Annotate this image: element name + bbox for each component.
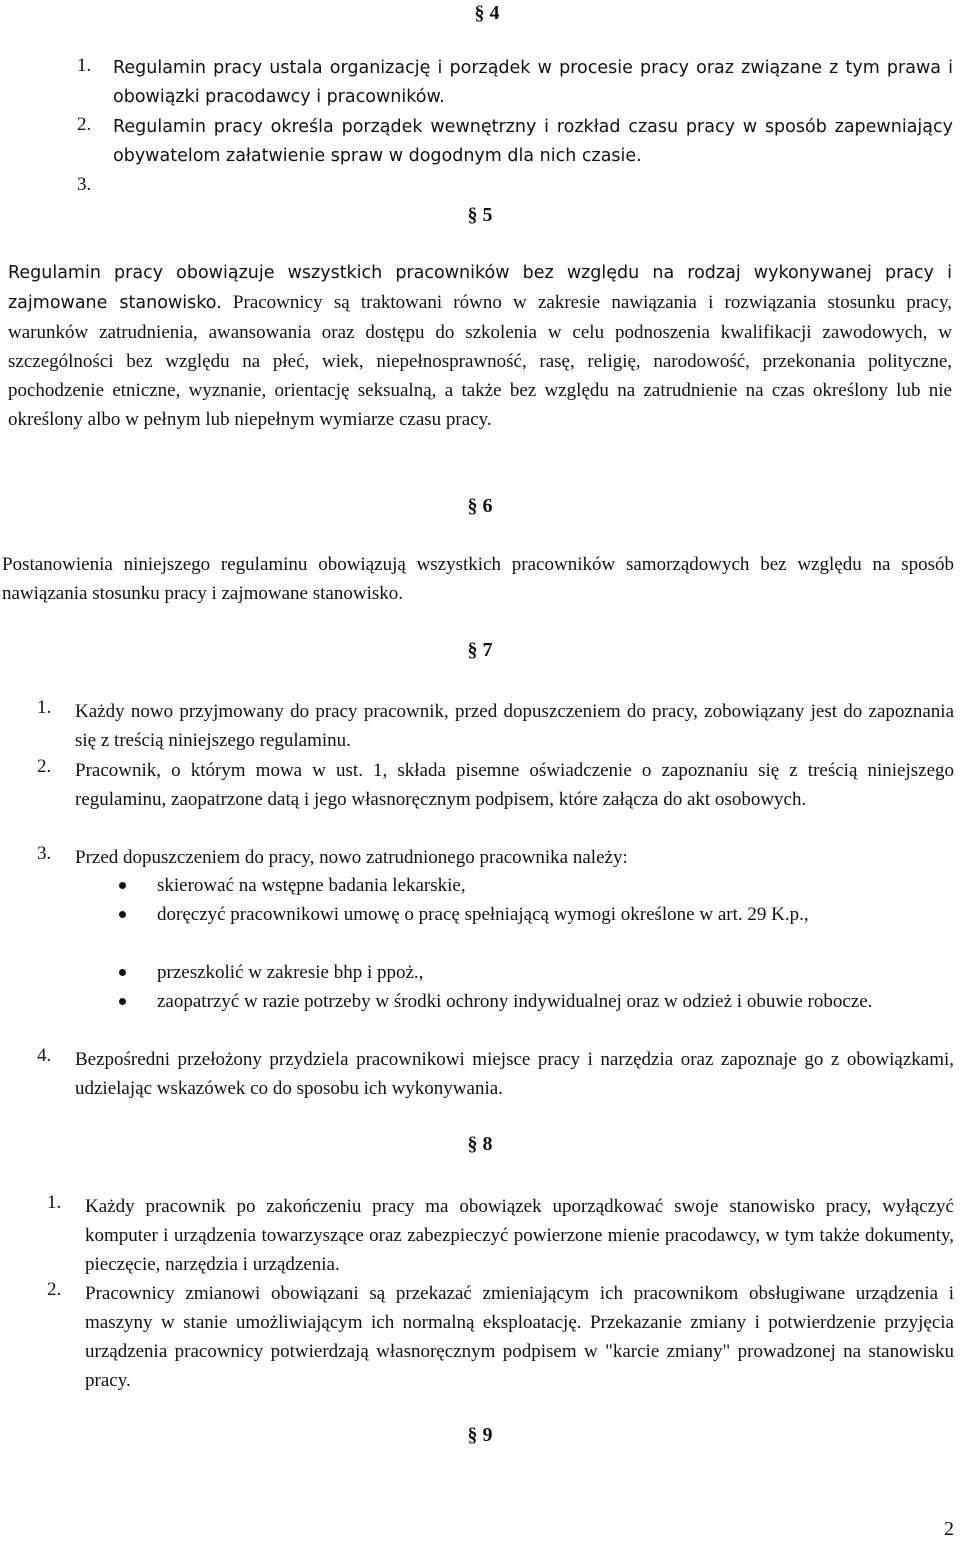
- s7-bullet-3-text: przeszkolić w zakresie bhp i ppoż.,: [157, 962, 424, 983]
- s4-item-1-number: 1.: [77, 55, 92, 76]
- s7-item-2-number: 2.: [37, 756, 52, 777]
- page-number: 2: [944, 1518, 954, 1540]
- s5-paragraph: [8, 258, 952, 434]
- section-8-heading: § 8: [467, 1133, 493, 1155]
- section-7-heading: § 7: [467, 639, 493, 661]
- bullet-dot-icon: [119, 998, 126, 1005]
- bullet-dot-icon: [119, 882, 126, 889]
- section-6-heading: § 6: [467, 495, 493, 517]
- bullet-dot-icon: [119, 969, 126, 976]
- s8-item-2-text: Pracownicy zmianowi obowiązani są przekazać zmieniającym ich pracownikom obsługiwane urządzenia i maszyny w stanie umożliwiającym ich normalną eksploatację. Przekazanie zmiany i potwierdzenie przyjęcia urządzenia pracownicy potwierdzają własnoręcznym podpisem w "karcie zmiany" prowadzonej na stanowisku pracy.: [85, 1283, 954, 1391]
- s5-text-scope: Regulamin pracy obowiązuje wszystkich pracowników bez względu na rodzaj wykonywanej pracy i zajmowane stanowisko.: [8, 263, 952, 313]
- s4-item-2-number: 2.: [77, 114, 92, 135]
- s8-item-1-number: 1.: [47, 1192, 62, 1213]
- s4-item-1-text: Regulamin pracy ustala organizację i porządek w procesie pracy oraz związane z tym prawa i obowiązki pracodawcy i pracowników.: [113, 58, 953, 107]
- s7-bullet-4-text: zaopatrzyć w razie potrzeby w środki ochrony indywidualnej oraz w odzież i obuwie robocze.: [157, 991, 873, 1012]
- s4-item-3-number: 3.: [77, 174, 92, 195]
- s7-item-3-text: Przed dopuszczeniem do pracy, nowo zatrudnionego pracownika należy:: [75, 847, 628, 868]
- s7-item-3-number: 3.: [37, 843, 52, 864]
- s7-item-4-text: Bezpośredni przełożony przydziela pracownikowi miejsce pracy i narzędzia oraz zapoznaje go z obowiązkami, udzielając wskazówek co do sposobu ich wykonywania.: [75, 1049, 954, 1099]
- s8-item-1-text: Każdy pracownik po zakończeniu pracy ma obowiązek uporządkować swoje stanowisko pracy, wyłączyć komputer i urządzenia towarzyszące oraz zabezpieczyć powierzone mienie pracodawcy, w tym także dokumenty, pieczęcie, narzędzia i urządzenia.: [85, 1196, 954, 1275]
- s7-bullet-1-text: skierować na wstępne badania lekarskie,: [157, 875, 466, 896]
- s7-bullet-2-text: doręczyć pracownikowi umowę o pracę spełniającą wymogi określone w art. 29 K.p.,: [157, 904, 809, 925]
- s4-item-2-text: Regulamin pracy określa porządek wewnętrzny i rozkład czasu pracy w sposób zapewniający obywatelom załatwienie spraw w dogodnym dla nich czasie.: [113, 117, 953, 166]
- s7-item-4-number: 4.: [37, 1045, 52, 1066]
- s5-text-equality: Pracownicy są traktowani równo w zakresie nawiązania i rozwiązania stosunku pracy, warunków zatrudnienia, awansowania oraz dostępu do szkolenia w celu podnoszenia kwalifikacji zawodowych, w szczególności bez względu na płeć, wiek, niepełnosprawność, rasę, religię, narodowość, przekonania polityczne, pochodzenie etniczne, wyznanie, orientację seksualną, a także bez względu na zatrudnienie na czas określony lub nie określony albo w pełnym lub niepełnym wymiarze czasu pracy.: [8, 292, 953, 430]
- s7-item-1-number: 1.: [37, 697, 52, 718]
- section-5-heading: § 5: [467, 204, 493, 226]
- s8-item-2-number: 2.: [47, 1279, 62, 1300]
- s7-item-1-text: Każdy nowo przyjmowany do pracy pracownik, przed dopuszczeniem do pracy, zobowiązany jest do zapoznania się z treścią niniejszego regulaminu.: [75, 701, 954, 751]
- section-9-heading: § 9: [467, 1424, 493, 1446]
- bullet-dot-icon: [119, 911, 126, 918]
- s6-paragraph: Postanowienia niniejszego regulaminu obowiązują wszystkich pracowników samorządowych bez względu na sposób nawiązania stosunku pracy i zajmowane stanowisko.: [2, 554, 954, 604]
- section-4-heading: § 4: [474, 2, 500, 24]
- s7-item-2-text: Pracownik, o którym mowa w ust. 1, składa pisemne oświadczenie o zapoznaniu się z treścią niniejszego regulaminu, zaopatrzone datą i jego własnoręcznym podpisem, które załącza do akt osobowych.: [75, 760, 954, 810]
